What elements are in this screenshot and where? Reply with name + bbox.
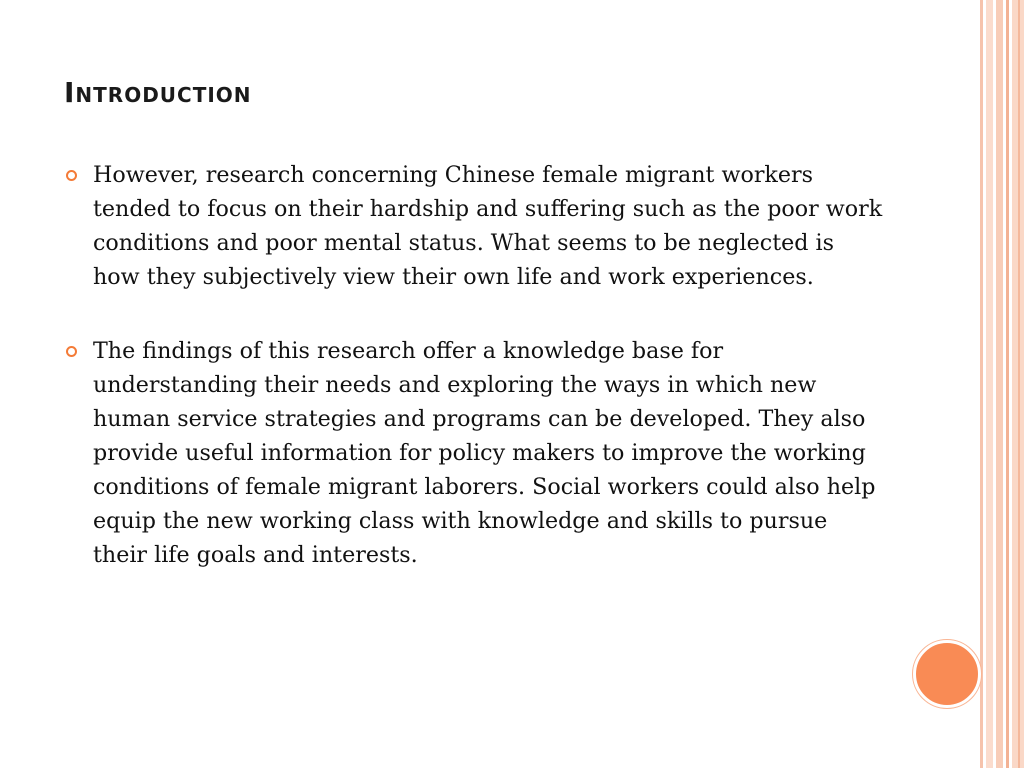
slide-title: Introduction: [64, 76, 252, 109]
decorative-border-bar: [996, 0, 1003, 768]
slide-body: [64, 158, 884, 612]
decorative-border-bar: [980, 0, 983, 768]
decorative-border-bar: [1018, 0, 1020, 768]
decorative-border-bar: [986, 0, 993, 768]
bullet-circle-icon: [66, 170, 77, 181]
decorative-border-bar: [1006, 0, 1009, 768]
bullet-text: The findings of this research offer a knowledge base for understanding their needs and exploring the ways in which new human service strategies and programs can be developed. They also provide useful information for policy makers to improve the working conditions of female migrant laborers. Social workers could also help equip the new working class with knowledge and skills to pursue their life goals and interests.: [93, 338, 876, 568]
bullet-circle-icon: [66, 346, 77, 357]
bullet-item: [64, 158, 884, 294]
bullet-item: [64, 334, 884, 572]
bullet-text: However, research concerning Chinese female migrant workers tended to focus on their hardship and suffering such as the poor work conditions and poor mental status. What seems to be neglected is how they subjectively view their own life and work experiences.: [93, 162, 883, 290]
accent-circle: [913, 640, 981, 708]
